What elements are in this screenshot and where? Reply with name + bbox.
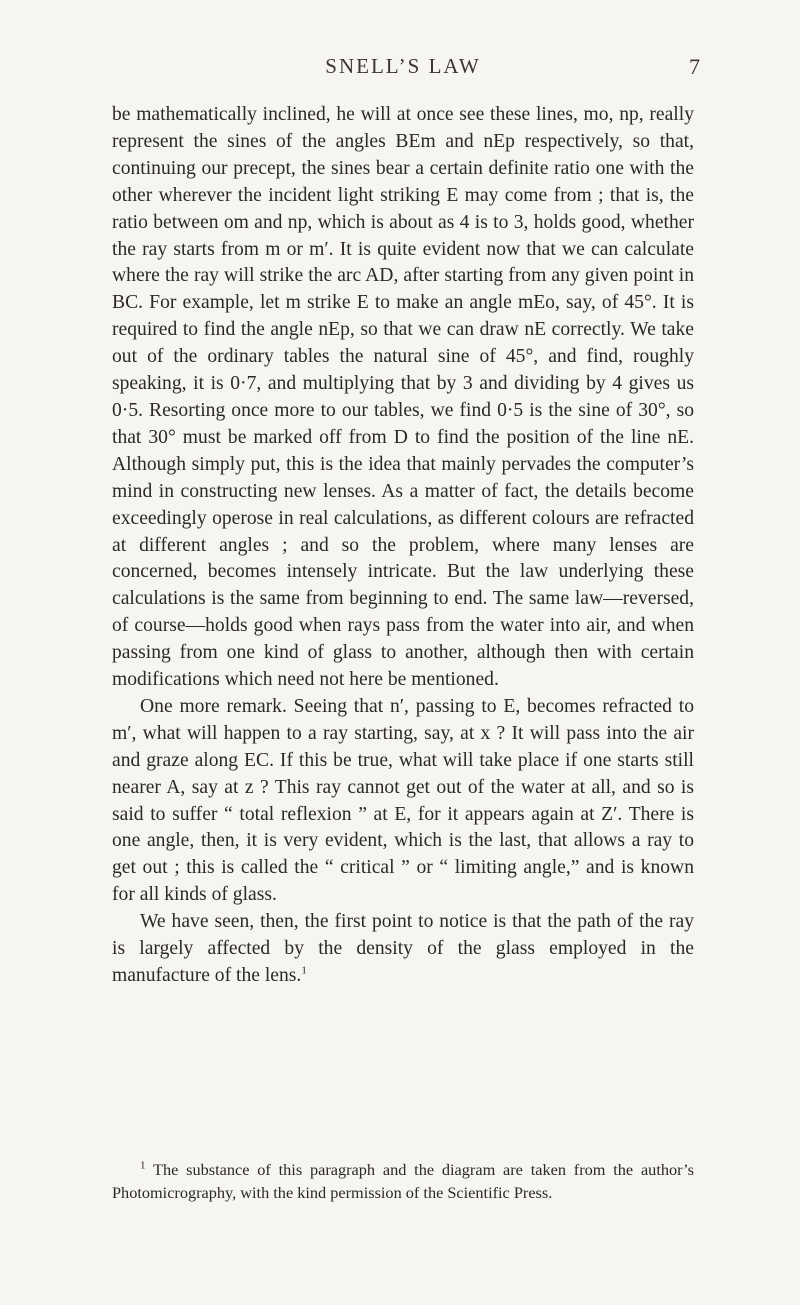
running-title: SNELL’S LAW (325, 54, 481, 78)
footnote-marker: 1 (140, 1159, 146, 1172)
body-text (112, 102, 694, 990)
running-header (112, 54, 700, 84)
paragraph: be mathematically inclined, he will at once see these lines, mo, np, really represent the sines of the angles BEm and nEp respectively, so that, continuing our precept, the sines bear a certain definite ratio one with the other wherever the incident light striking E may come from ; that is, the ratio between om and np, which is about as 4 is to 3, holds good, whether the ray starts from m or m′. It is quite evident now that we can calculate where the ray will strike the arc AD, after starting from any given point in BC. For example, let m strike E to make an angle mEo, say, of 45°. It is required to find the angle nEp, so that we can draw nE correctly. We take out of the ordinary tables the natural sine of 45°, and find, roughly speaking, it is 0·7, and multiplying that by 3 and dividing by 4 gives us 0·5. Resorting once more to our tables, we find 0·5 is the sine of 30°, so that 30° must be marked off from D to find the position of the line nE. Although simply put, this is the idea that mainly pervades the computer’s mind in constructing new lenses. As a matter of fact, the details become exceedingly operose in real calculations, as different colours are refracted at different angles ; and so the problem, where many lenses are concerned, becomes intensely intricate. But the law underlying these calculations is the same from beginning to end. The same law—reversed, of course—holds good when rays pass from the water into air, and when passing from one kind of glass to another, although then with certain modifications which need not here be mentioned. (112, 104, 694, 691)
footnote (112, 1158, 694, 1204)
footnote-text: The substance of this paragraph and the diagram are taken from the author’s Photomicrography, with the kind permission of the Scientific Press. (112, 1160, 695, 1202)
footnote-reference: 1 (301, 964, 307, 977)
paragraph (112, 909, 694, 990)
paragraph: One more remark. Seeing that n′, passing to E, becomes refracted to m′, what will happen to a ray starting, say, at x ? It will pass into the air and graze along EC. If this be true, what will take place if one starts still nearer A, say at z ? This ray cannot get out of the water at all, and so is said to suffer “ total reflexion ” at E, for it appears again at Z′. There is one angle, then, it is very evident, which is the last, that allows a ray to get out ; this is called the “ critical ” or “ limiting angle,” and is known for all kinds of glass. (112, 695, 694, 906)
page-number: 7 (689, 54, 700, 79)
paragraph-text: We have seen, then, the first point to notice is that the path of the ray is largely affected by the density of the glass employed in the manufacture of the lens. (112, 911, 694, 986)
